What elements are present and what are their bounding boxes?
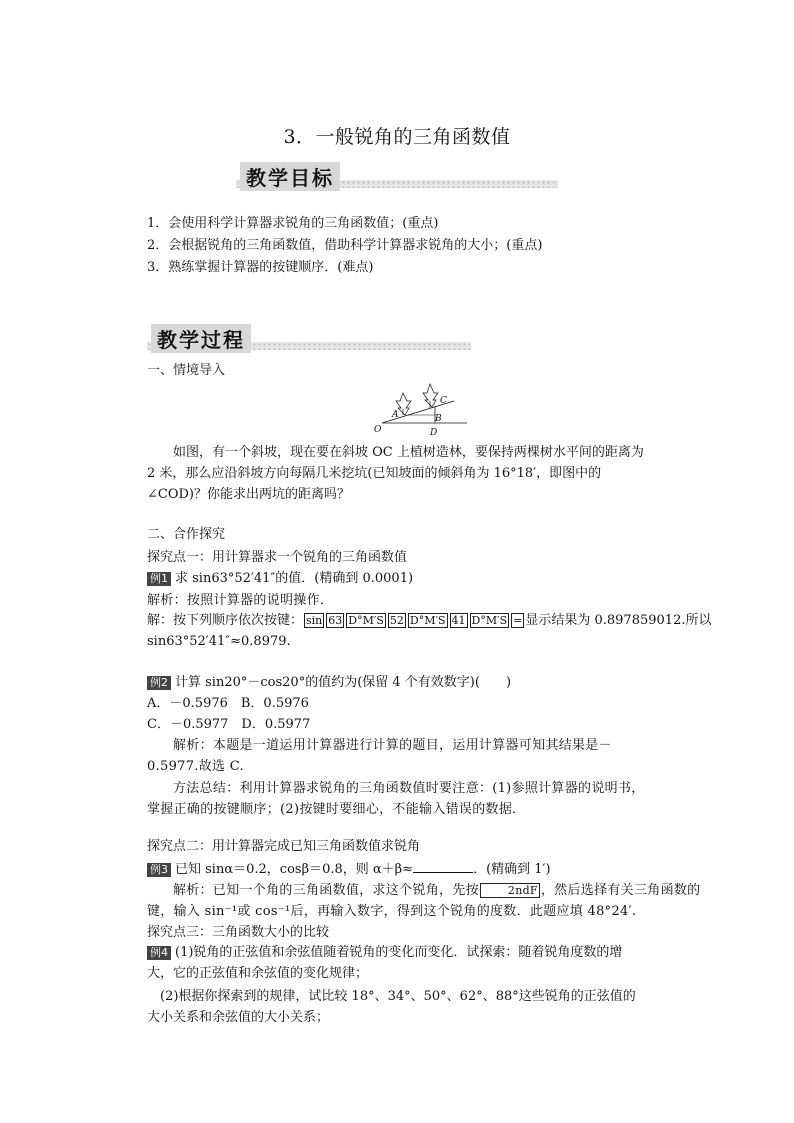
example1: [147, 570, 413, 588]
label-O: O: [374, 425, 382, 435]
key-41: 41: [451, 614, 466, 627]
example2: [147, 674, 511, 692]
example1-analysis: 解析：按照计算器的说明操作．: [147, 593, 334, 608]
example4-text: (1)锐角的正弦值和余弦值随着锐角的变化而变化．试探索：随着锐角度数的增大，它的正弦值和余弦值的变化规律；: [147, 945, 623, 981]
objective-item-2: 2．会根据锐角的三角函数值，借助科学计算器求锐角的大小；(重点): [147, 238, 543, 253]
example2-analysis: 解析：本题是一道运用计算器进行计算的题目，运用计算器可知其结果是－0.5977.故选 C.: [147, 738, 612, 774]
example2-text: 计算 sin20°－cos20°的值约为(保留 4 个有效数字)( ): [175, 675, 512, 690]
key-dms-2: D°M′S: [409, 614, 446, 627]
key-equals: =: [513, 614, 523, 627]
point3-heading: 探究点三：三角函数大小的比较: [147, 925, 330, 940]
slope-figure: [372, 379, 482, 439]
label-B: B: [435, 414, 442, 424]
method-summary: 方法总结：利用计算器求锐角的三角函数值时要注意：(1)参照计算器的说明书，掌握正确的按键顺序；(2)按键时要细心，不能输入错误的数据．: [147, 781, 645, 817]
label-D: D: [430, 428, 438, 438]
example1-solution: [147, 612, 711, 630]
example3-analysis-a: 解析：已知一个角的三角函数值，求这个锐角，先按: [173, 883, 479, 898]
example4-tag: 例4: [147, 946, 171, 960]
banner-label: 教学过程: [151, 324, 251, 353]
objective-item-1: 1．会使用科学计算器求锐角的三角函数值；(重点): [147, 216, 439, 231]
objective-item-3: 3．熟练掌握计算器的按键顺序．(难点): [147, 260, 374, 275]
point1-heading: 探究点一：用计算器求一个锐角的三角函数值: [147, 550, 408, 565]
example2-tag: 例2: [147, 676, 171, 690]
example1-solution-prefix: 解：按下列顺序依次按键：: [147, 613, 304, 628]
example1-tag: 例1: [147, 572, 171, 586]
key-52: 52: [389, 614, 404, 627]
example2-options-2: C．－0.5977 D．0.5977: [147, 717, 311, 732]
key-dms-1: D°M′S: [348, 614, 384, 627]
example3-analysis: [147, 882, 700, 900]
example1-solution-suffix: 显示结果为 0.897859012.所以: [525, 613, 712, 628]
banner-label: 教学目标: [240, 162, 340, 191]
example3: [147, 860, 551, 879]
explore-heading: 二、合作探究: [147, 527, 226, 542]
example3-answer-blank: [413, 860, 473, 873]
label-A: A: [392, 410, 399, 420]
example4: [147, 942, 647, 984]
example3-analysis-line2: 键，输入 sin⁻¹或 cos⁻¹后，再输入数字，得到这个锐角的度数．此题应填 48°24′.: [147, 904, 637, 919]
example2-options-1: A．－0.5976 B．0.5976: [147, 696, 309, 711]
example3-text-b: ．(精确到 1′): [473, 862, 551, 877]
label-C: C: [440, 396, 447, 406]
key-sin: sin: [306, 614, 323, 627]
example3-text-a: 已知 sinα＝0.2，cosβ＝0.8，则 α＋β≈: [175, 862, 414, 877]
section-banner-objectives: [236, 168, 558, 194]
section-banner-process: [147, 330, 471, 356]
key-2ndf: 2ndF: [480, 883, 540, 898]
example4-text2: (2)根据你探索到的规律，试比较 18°、34°、50°、62°、88°这些锐角的正弦值的大小关系和余弦值的大小关系；: [147, 989, 636, 1025]
point2-heading: 探究点二：用计算器完成已知三角函数值求锐角: [147, 839, 421, 854]
key-dms-3: D°M′S: [471, 614, 508, 627]
example3-tag: 例3: [147, 863, 171, 877]
example1-solution-line2: sin63°52′41″≈0.8979.: [147, 634, 291, 649]
intro-heading: 一、情境导入: [147, 363, 226, 378]
intro-text: 如图，有一个斜坡，现在要在斜坡 OC 上植树造林，要保持两棵树水平间的距离为 2 米，那么应沿斜坡方向每隔几米挖坑(已知坡面的倾斜角为 16°18′，即图中的∠COD)？你能求出两坑的距离吗？: [147, 445, 644, 502]
example3-analysis-b: ，然后选择有关三角函数的: [540, 883, 701, 898]
key-63: 63: [328, 614, 343, 627]
page-title: 3．一般锐角的三角函数值: [283, 126, 511, 148]
example1-text: 求 sin63°52′41″的值．(精确到 0.0001): [175, 571, 414, 586]
